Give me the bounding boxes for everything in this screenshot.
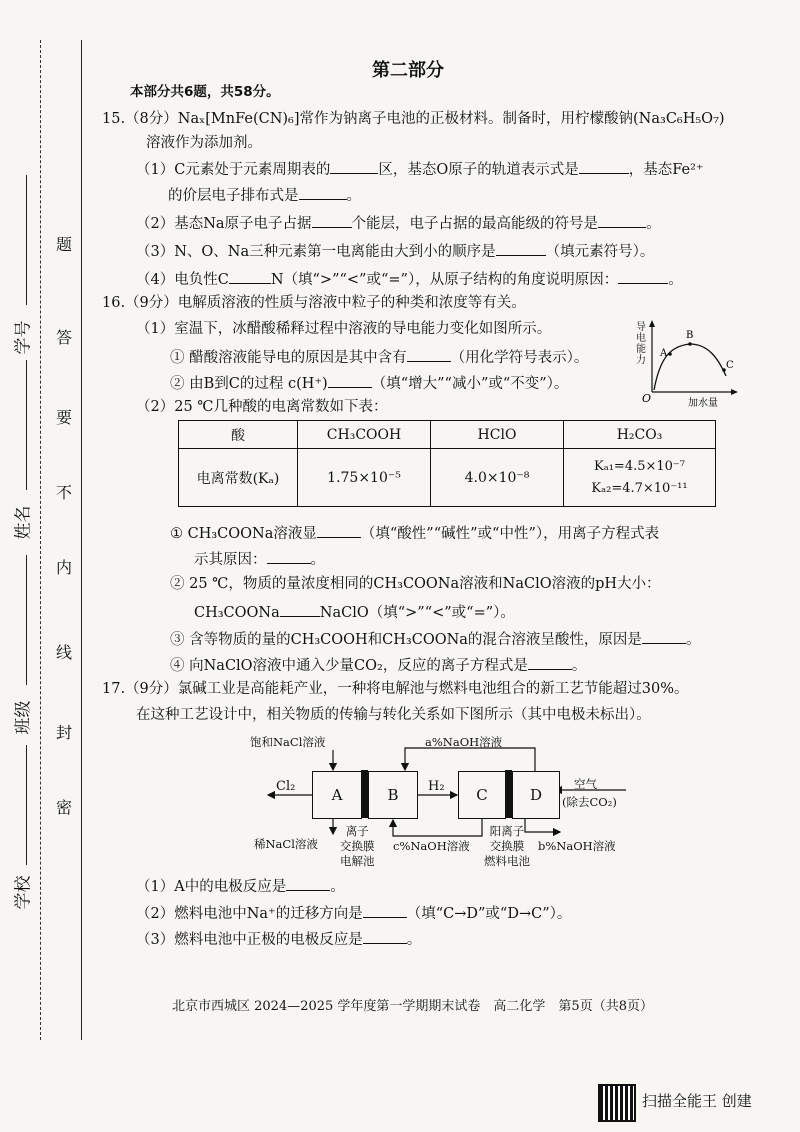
q16-sub2-cont: CH₃COONa NaClO（填“>”“<”或“=”）。 bbox=[194, 605, 515, 621]
answer-blank[interactable] bbox=[363, 930, 407, 944]
label-dilute-nacl: 稀NaCl溶液 bbox=[254, 837, 318, 851]
school-field[interactable] bbox=[26, 745, 27, 865]
q17-part1: （1）A中的电极反应是 。 bbox=[136, 879, 345, 895]
q16-part1-2: ② 由B到C的过程 c(H⁺) （填“增大”“减小”或“不变”）。 bbox=[170, 376, 569, 392]
q16-part1-1: ① 醋酸溶液能导电的原因是其中含有 （用化学符号表示）。 bbox=[170, 350, 589, 366]
seal-char-5: 内 bbox=[56, 558, 73, 577]
label-air-note: (除去CO₂) bbox=[562, 795, 617, 809]
graph-ylabel: 导电能力 bbox=[636, 322, 646, 366]
graph-xlabel: 加水量 bbox=[688, 398, 718, 408]
label-h2: H₂ bbox=[428, 779, 445, 794]
answer-blank[interactable] bbox=[618, 270, 668, 284]
seal-char-8: 密 bbox=[56, 798, 73, 817]
scanner-watermark: 扫描全能王 创建 bbox=[642, 1092, 752, 1110]
q15-stem-2: 溶液作为添加剂。 bbox=[146, 135, 262, 151]
label-membrane-2: 阳离子 交换膜 燃料电池 bbox=[484, 824, 530, 868]
seal-line-solid bbox=[81, 40, 82, 1040]
answer-blank[interactable] bbox=[330, 160, 378, 174]
table-cell-h2co3 bbox=[564, 449, 716, 507]
table-header: 酸 bbox=[179, 421, 298, 449]
name-field[interactable] bbox=[26, 360, 27, 490]
q17-part3: （3）燃料电池中正极的电极反应是 。 bbox=[136, 932, 422, 948]
label-cl2: Cl₂ bbox=[276, 779, 296, 794]
q17-part2: （2）燃料电池中Na⁺的迁移方向是 （填“C→D”或“D→C”）。 bbox=[136, 906, 572, 922]
label-naoh-c: c%NaOH溶液 bbox=[393, 839, 470, 853]
q17-stem-2: 在这种工艺设计中，相关物质的传输与转化关系如下图所示（其中电极未标出）。 bbox=[136, 707, 651, 723]
q16-part2: （2）25 ℃几种酸的电离常数如下表： bbox=[136, 399, 388, 415]
ka1-value: Kₐ₁=4.5×10⁻⁷ bbox=[593, 458, 685, 474]
q16-stem: 16.（9分）电解质溶液的性质与溶液中粒子的种类和浓度等有关。 bbox=[102, 295, 526, 311]
answer-blank[interactable] bbox=[328, 374, 372, 388]
answer-blank[interactable] bbox=[280, 603, 320, 617]
q16-part1: （1）室温下，冰醋酸稀释过程中溶液的导电能力变化如图所示。 bbox=[136, 321, 552, 337]
part-intro: 本部分共6题，共58分。 bbox=[130, 84, 280, 100]
electrolysis-chamber-b: B bbox=[368, 771, 418, 819]
seal-char-6: 线 bbox=[56, 643, 73, 662]
answer-blank[interactable] bbox=[317, 524, 361, 538]
graph-point-a: A bbox=[660, 348, 668, 359]
table-header: CH₃COOH bbox=[298, 421, 431, 449]
q15-part2: （2）基态Na原子电子占据 个能层，电子占据的最高能级的符号是 。 bbox=[136, 216, 661, 232]
school-label: 学校 bbox=[13, 875, 34, 910]
class-field[interactable] bbox=[26, 555, 27, 685]
answer-blank[interactable] bbox=[579, 160, 629, 174]
student-id-label: 学号 bbox=[13, 320, 34, 355]
graph-point-b: B bbox=[686, 330, 694, 341]
page-footer: 北京市西城区 2024—2025 学年度第一学期期末试卷 高二化学 第5页（共8页） bbox=[172, 999, 653, 1014]
seal-char-3: 要 bbox=[56, 408, 73, 427]
student-id-field[interactable] bbox=[26, 175, 27, 305]
graph-origin: O bbox=[642, 392, 652, 405]
class-label: 班级 bbox=[13, 700, 34, 735]
answer-blank[interactable] bbox=[598, 214, 646, 228]
seal-char-1: 题 bbox=[56, 235, 73, 254]
graph-point-c: C bbox=[726, 360, 734, 371]
q15-part1: （1）C元素处于元素周期表的 区，基态O原子的轨道表示式是 ，基态Fe²⁺ bbox=[136, 162, 704, 178]
answer-blank[interactable] bbox=[496, 242, 546, 256]
table-header: H₂CO₃ bbox=[564, 421, 716, 449]
label-naoh-b: b%NaOH溶液 bbox=[538, 839, 616, 853]
q15-part1-cont: 的价层电子排布式是 。 bbox=[168, 188, 361, 204]
q15-part3: （3）N、O、Na三种元素第一电离能由大到小的顺序是 （填元素符号）。 bbox=[136, 244, 655, 260]
seal-char-7: 封 bbox=[56, 723, 73, 742]
table-row-label: 电离常数(Kₐ) bbox=[179, 449, 298, 507]
q16-sub4: ④ 向NaClO溶液中通入少量CO₂，反应的离子方程式是 。 bbox=[170, 658, 587, 674]
q17-stem: 17.（9分）氯碱工业是高能耗产业，一种将电解池与燃料电池组合的新工艺节能超过30%。 bbox=[102, 681, 689, 697]
fuel-cell-chamber-c: C bbox=[458, 771, 506, 819]
label-air: 空气 bbox=[574, 777, 597, 791]
fuel-cell-membrane bbox=[505, 770, 512, 818]
table-cell: 4.0×10⁻⁸ bbox=[431, 449, 564, 507]
electrolysis-chamber-a: A bbox=[312, 771, 362, 819]
answer-blank[interactable] bbox=[299, 186, 347, 200]
answer-blank[interactable] bbox=[363, 904, 407, 918]
electrolysis-membrane bbox=[361, 770, 368, 818]
q16-sub3: ③ 含等物质的量的CH₃COOH和CH₃COONa的混合溶液呈酸性，原因是 。 bbox=[170, 632, 701, 648]
q16-sub1-cont: 示其原因： 。 bbox=[194, 552, 325, 568]
label-nacl-in: 饱和NaCl溶液 bbox=[250, 735, 326, 749]
qr-code-icon bbox=[598, 1084, 636, 1122]
q16-sub2: ② 25 ℃，物质的量浓度相同的CH₃COONa溶液和NaClO溶液的pH大小： bbox=[170, 576, 661, 592]
part-title: 第二部分 bbox=[372, 60, 444, 81]
seal-line-dashed bbox=[40, 40, 41, 1040]
label-membrane-1: 离子 交换膜 电解池 bbox=[340, 824, 375, 868]
q16-sub1: ① CH₃COONa溶液显 （填“酸性”“碱性”或“中性”），用离子方程式表 bbox=[170, 526, 660, 542]
fuel-cell-chamber-d: D bbox=[512, 771, 560, 819]
seal-char-4: 不 bbox=[56, 483, 73, 502]
name-label: 姓名 bbox=[13, 505, 34, 540]
answer-blank[interactable] bbox=[642, 630, 686, 644]
table-header: HClO bbox=[431, 421, 564, 449]
answer-blank[interactable] bbox=[528, 656, 572, 670]
label-naoh-a: a%NaOH溶液 bbox=[425, 735, 503, 749]
answer-blank[interactable] bbox=[312, 214, 352, 228]
seal-char-2: 答 bbox=[56, 328, 73, 347]
q15-part4: （4）电负性C N（填“>”“<”或“=”），从原子结构的角度说明原因： 。 bbox=[136, 272, 683, 288]
table-cell: 1.75×10⁻⁵ bbox=[298, 449, 431, 507]
ka2-value: Kₐ₂=4.7×10⁻¹¹ bbox=[591, 480, 688, 496]
q15-stem: 15.（8分）Naₓ[MnFe(CN)₆]常作为钠离子电池的正极材料。制备时，用柠檬酸钠(Na₃C₆H₅O₇) bbox=[102, 111, 725, 127]
answer-blank[interactable] bbox=[407, 348, 451, 362]
answer-blank[interactable] bbox=[229, 270, 271, 284]
answer-blank[interactable] bbox=[286, 877, 330, 891]
ionization-constant-table bbox=[178, 420, 716, 507]
answer-blank[interactable] bbox=[267, 550, 311, 564]
